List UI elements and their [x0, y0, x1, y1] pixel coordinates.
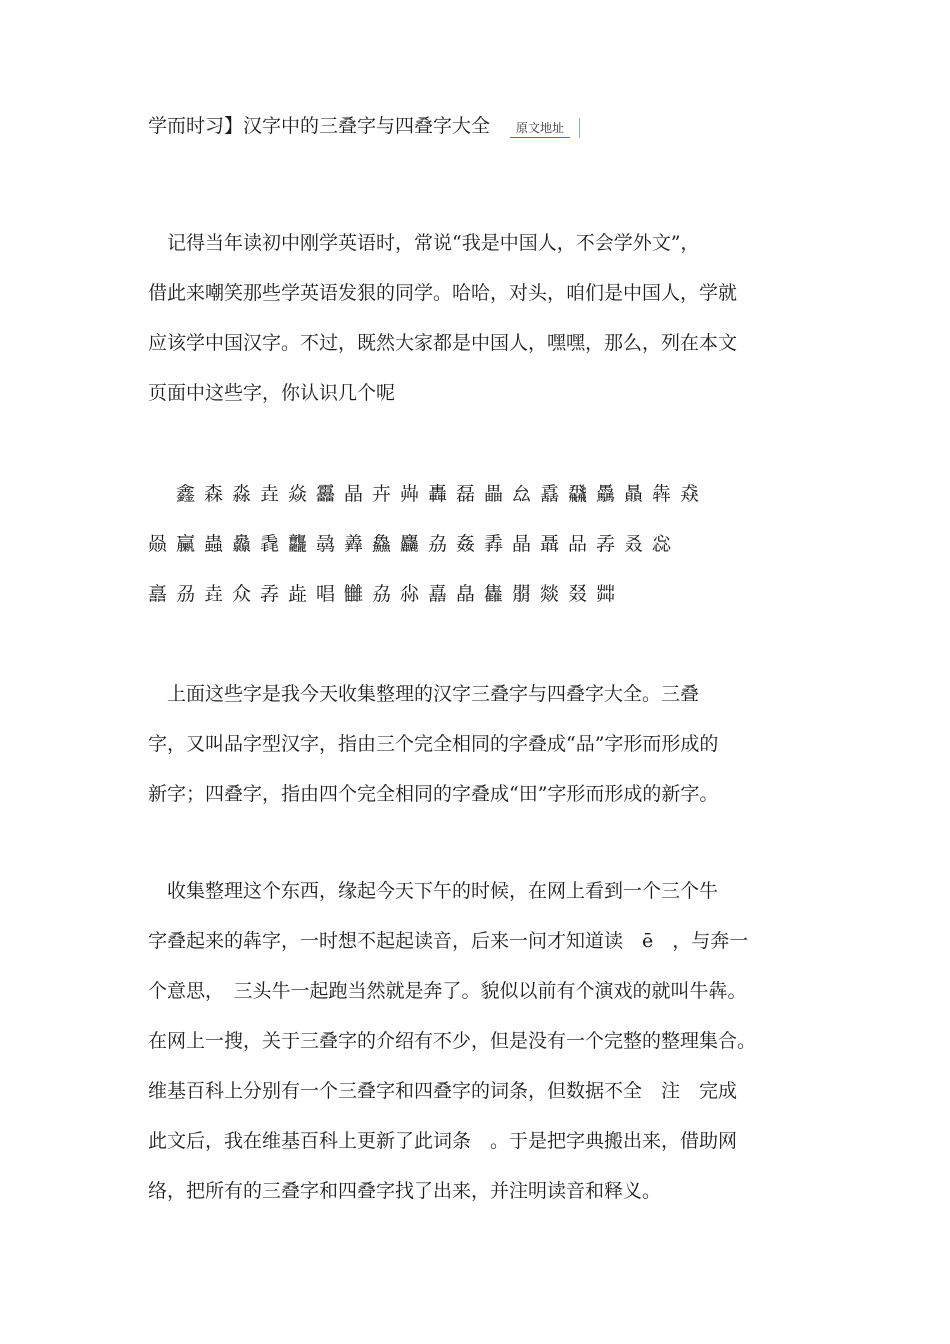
paragraph-line: 维基百科上分别有一个三叠字和四叠字的词条，但数据不全 注 完成 [148, 1080, 738, 1102]
article-title: 学而时习】汉字中的三叠字与四叠字大全 [148, 115, 491, 137]
paragraph-line: 页面中这些字，你认识几个呢 [148, 382, 396, 404]
paragraph-line: 借此来嘲笑那些学英语发狠的同学。哈哈，对头，咱们是中国人，学就 [148, 282, 738, 304]
story-paragraph [148, 866, 812, 1216]
character-list [148, 469, 828, 619]
paragraph-line: 字，又叫品字型汉字，指由三个完全相同的字叠成“品”字形而形成的 [148, 733, 719, 755]
character-row: 鑫森淼垚焱靐晶卉芔轟磊畾厽舙飝驫贔犇猋 [148, 483, 709, 505]
paragraph-line: 字叠起来的犇字，一时想不起起读音，后来一问才知道读 ē ，与奔一 [148, 930, 749, 952]
paragraph-line: 在网上一搜，关于三叠字的介绍有不少，但是没有一个完整的整理集合。 [148, 1030, 757, 1052]
character-row: 譶刕垚众孨歮唱雦劦尛嚞皛雥朤燚叕茻 [148, 583, 625, 605]
paragraph-line: 新字；四叠字，指由四个完全相同的字叠成“田”字形而形成的新字。 [148, 783, 719, 805]
character-row: 赑臝蟲灥毳龘骉羴鱻麤劦姦掱晶聶品孨叒惢 [148, 533, 681, 555]
paragraph-line: 上面这些字是我今天收集整理的汉字三叠字与四叠字大全。三叠 [148, 683, 700, 705]
paragraph-line: 络，把所有的三叠字和四叠字找了出来，并注明读音和释义。 [148, 1180, 662, 1202]
intro-paragraph [148, 218, 812, 418]
paragraph-line: 记得当年读初中刚学英语时，常说“我是中国人，不会学外文”， [148, 232, 700, 254]
paragraph-line: 此文后，我在维基百科上更新了此词条 。于是把字典搬出来，借助网 [148, 1130, 738, 1152]
paragraph-line: 收集整理这个东西，缘起今天下午的时候，在网上看到一个三个牛 [148, 880, 719, 902]
source-link-divider [579, 118, 580, 138]
source-link[interactable]: 原文地址 [510, 120, 570, 138]
paragraph-line: 应该学中国汉字。不过，既然大家都是中国人，嘿嘿，那么，列在本文 [148, 332, 738, 354]
paragraph-line: 个意思， 三头牛一起跑当然就是奔了。貌似以前有个演戏的就叫牛犇。 [148, 980, 747, 1002]
definition-paragraph [148, 669, 812, 819]
